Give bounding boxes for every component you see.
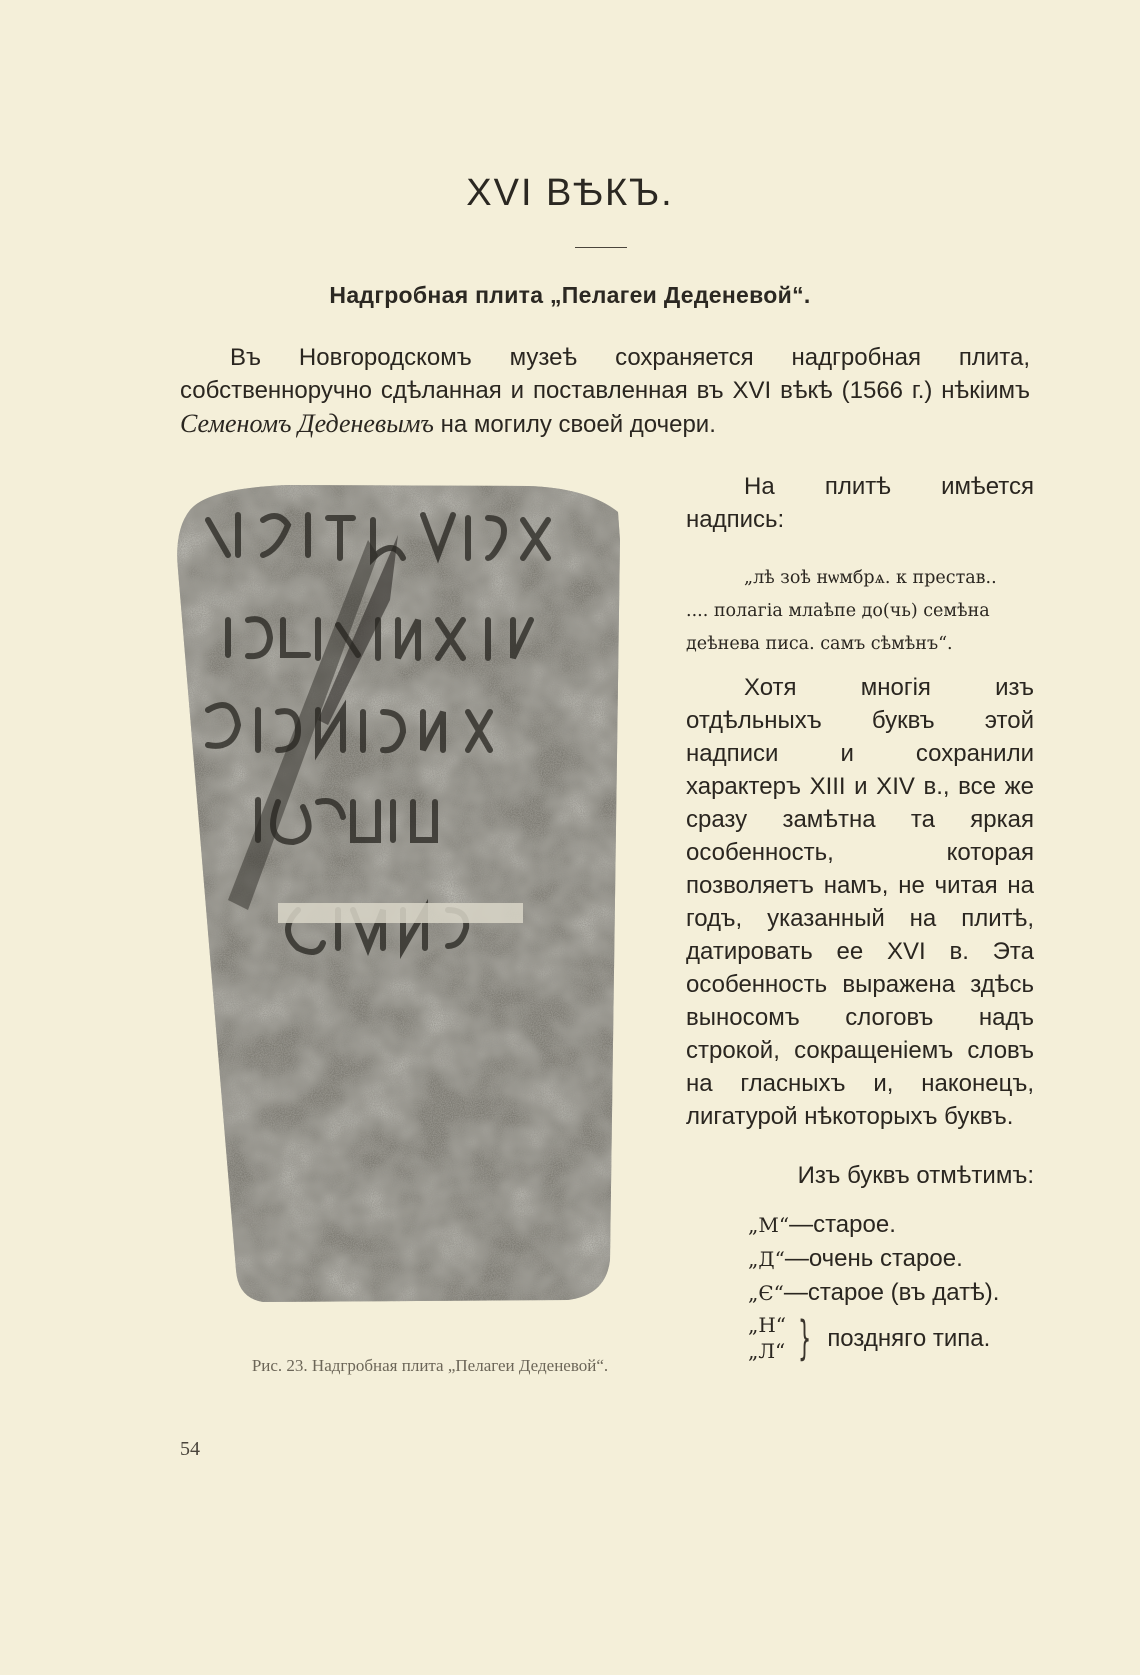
letter-glyph: „Д“ [748,1247,785,1271]
late-letters-group [748,1312,1034,1364]
inscription-line-2: .... полагіа млаѣпе до(чь) семѣна [686,601,990,621]
inscription-text [686,562,1034,661]
letter-item [748,1276,1034,1310]
letter-item [748,1242,1034,1276]
letter-glyph: „Н“ [748,1313,787,1337]
letter-list [686,1208,1034,1364]
late-letters-desc: позднягo типа. [827,1324,991,1352]
intro-paragraph [180,341,1030,441]
figure-caption: Рис. 23. Надгробная плита „Пелагеи Деденевой“. [251,1356,609,1375]
tombstone-image [168,480,644,1330]
section-heading: Надгробная плита „Пелагеи Деденевой“. [329,282,811,308]
analysis-paragraph: Хотя многія изъ отдѣльныхъ буквъ этой надписи и сохранили характеръ XIII и XIV в., все же сразу замѣтна та яркая особенность, которая позволяетъ намъ, не читая на годъ, указанный на плитѣ, датировать ее XVI в. Эта особенность выражена здѣсь выносомъ слоговъ надъ строкой, сокращеніемъ словъ на гласныхъ и, наконецъ, лигатурой нѣкоторыхъ буквъ. [686,674,1034,1130]
letter-glyph: „Л“ [748,1339,786,1363]
page-number: 54 [180,1438,200,1460]
intro-italic-name: Семеномъ Деденевымъ [180,409,434,438]
tombstone-photo [168,480,644,1330]
letter-desc: —старое (въ датѣ). [783,1279,1000,1306]
letter-glyph: „М“ [748,1213,790,1237]
intro-text-1: Въ Новгородскомъ музеѣ сохраняется надгробная плита, собственноручно сдѣланная и поставленная въ XVI вѣкѣ (1566 г.) нѣкіимъ [180,344,1030,404]
letter-desc: —старое. [789,1211,896,1238]
brace-symbol: } [798,1311,812,1365]
inscription-intro: На плитѣ имѣется надпись: [686,473,1034,533]
right-column [686,470,1034,1364]
page-title: XVI ВѢКЪ. [466,172,674,214]
late-letter-glyphs [748,1312,786,1364]
letter-item [748,1208,1034,1242]
inscription-line-3: деѣнева писа. самъ сѣмѣнъ“. [686,634,953,654]
inscription-line-1: „лѣ зоѣ нѡмбрѧ. к престав.. [744,568,997,588]
letter-desc: —очень старое. [784,1245,963,1272]
letter-glyph: „Є“ [748,1281,784,1305]
intro-text-2: на могилу своей дочери. [433,411,716,438]
title-divider [575,247,627,248]
letters-note: Изъ буквъ отмѣтимъ: [797,1162,1034,1189]
